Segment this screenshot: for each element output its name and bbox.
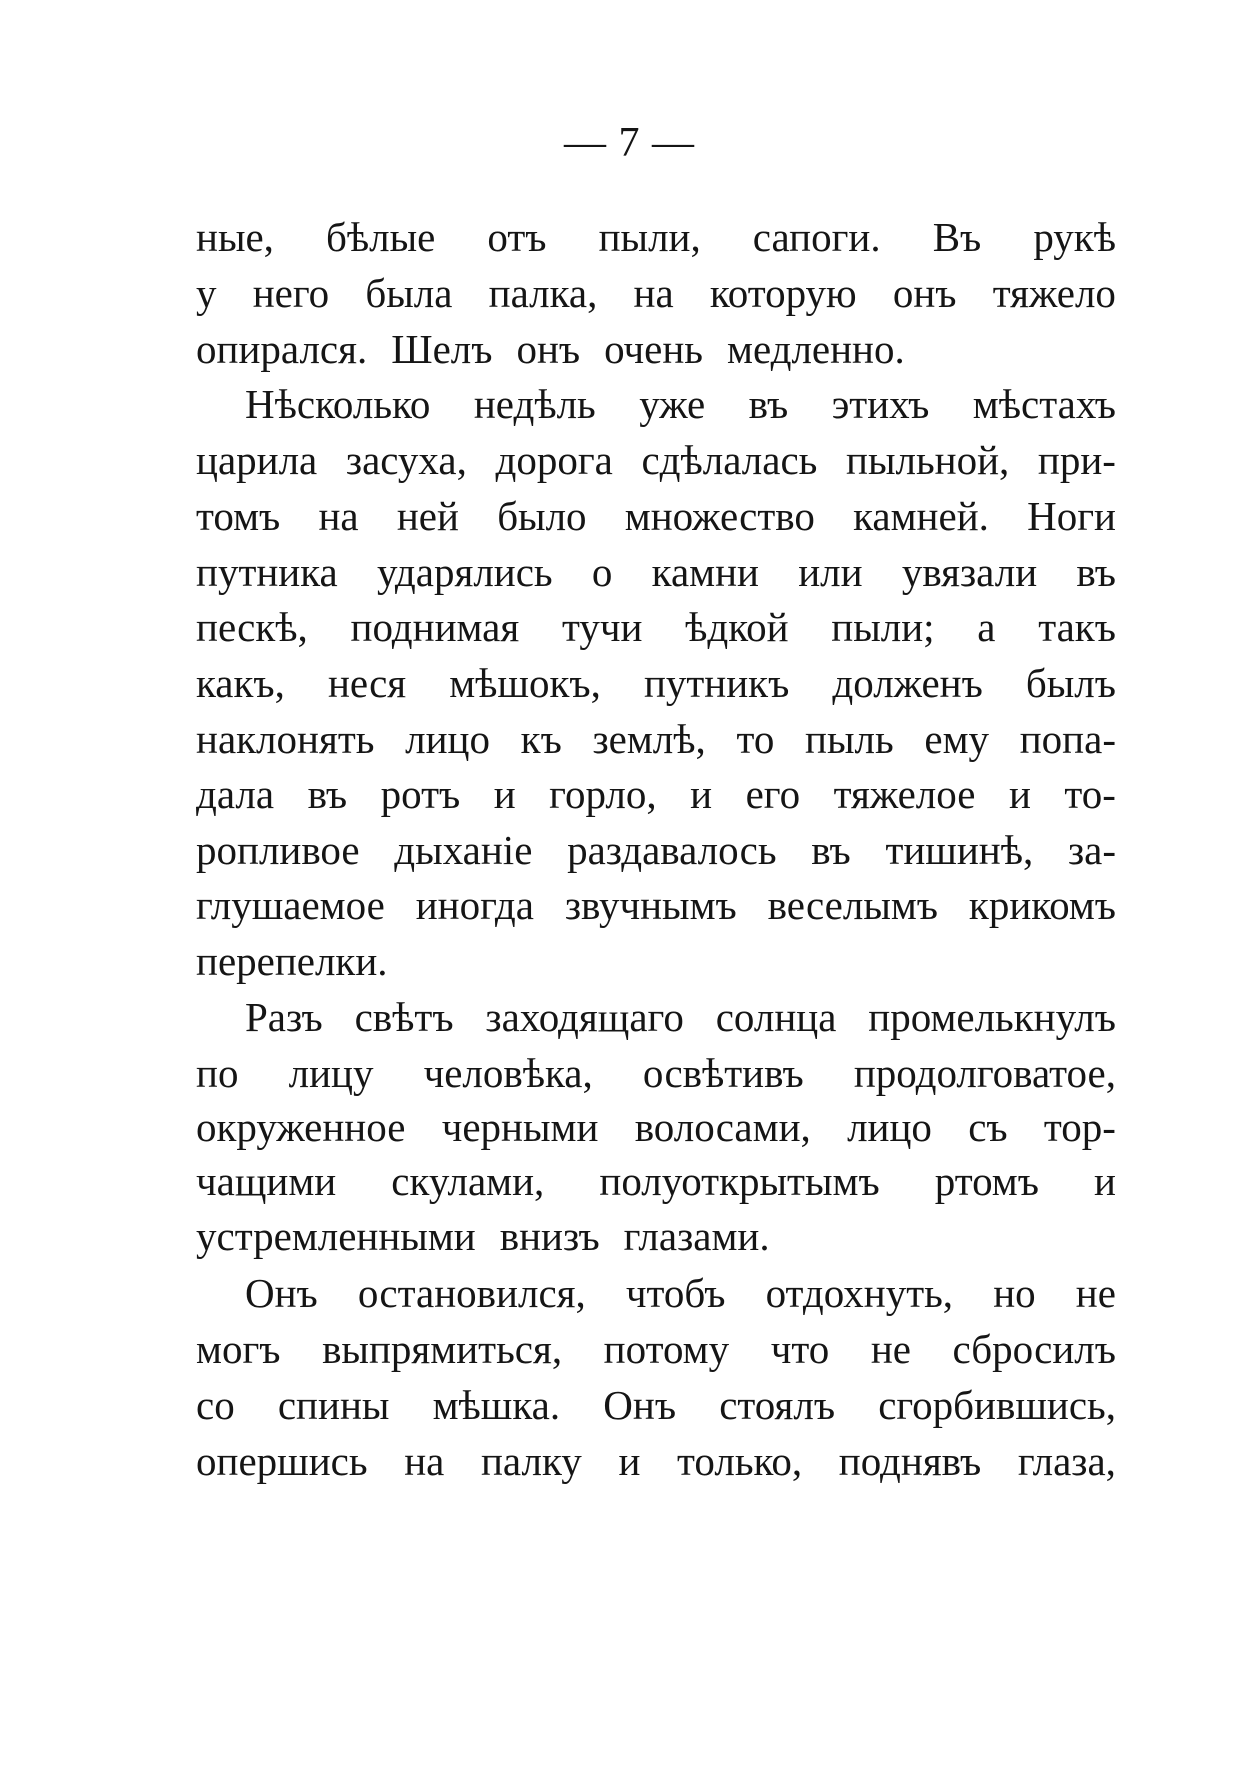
word: мѣшка. xyxy=(432,1382,561,1428)
word: сдѣлалась xyxy=(641,437,818,483)
word: палка, xyxy=(488,270,598,316)
text-line xyxy=(196,763,1116,825)
text-line xyxy=(245,373,1116,435)
word: у xyxy=(196,270,217,316)
text-line xyxy=(196,819,1116,881)
word: продолговатое, xyxy=(853,1050,1116,1096)
word: окруженное xyxy=(196,1104,406,1150)
word: или xyxy=(798,549,863,595)
word: иногда xyxy=(415,882,534,928)
word: пыли, xyxy=(598,214,701,260)
text-line xyxy=(196,1430,1116,1492)
text-line xyxy=(245,986,1116,1048)
word: что xyxy=(770,1326,830,1372)
word: томъ xyxy=(196,493,281,539)
word: дорога xyxy=(495,437,613,483)
word: попа- xyxy=(1019,716,1116,762)
word: о xyxy=(591,549,613,595)
word: лицо xyxy=(405,716,490,762)
word: потому xyxy=(603,1326,730,1372)
word: отъ xyxy=(487,214,547,260)
word: него xyxy=(252,270,330,316)
word: Нѣсколько xyxy=(245,381,431,427)
word: бѣлые xyxy=(326,214,436,260)
word: но xyxy=(993,1270,1036,1316)
text-line xyxy=(196,1042,1116,1104)
word: была xyxy=(365,270,453,316)
word: сгорбившись, xyxy=(878,1382,1116,1428)
text-line xyxy=(196,1096,1116,1158)
word: и xyxy=(1094,1158,1116,1204)
word: палку xyxy=(480,1438,582,1484)
text-line xyxy=(196,1318,1116,1380)
word: лицу xyxy=(288,1050,374,1096)
word: опершись xyxy=(196,1438,368,1484)
word: было xyxy=(497,493,587,539)
word: ѣдкой xyxy=(685,604,789,650)
word: и xyxy=(690,771,713,817)
word: пыльной, xyxy=(846,437,1010,483)
word: путника xyxy=(196,549,338,595)
word: увязали xyxy=(901,549,1038,595)
word: Разъ xyxy=(245,994,323,1040)
word: камни xyxy=(651,549,759,595)
word: онъ xyxy=(516,326,581,372)
word: ему xyxy=(924,716,990,762)
word: тяжелое xyxy=(833,771,976,817)
word: промелькнулъ xyxy=(868,994,1116,1040)
word: рукѣ xyxy=(1033,214,1116,260)
word: которую xyxy=(709,270,857,316)
word: такъ xyxy=(1038,604,1116,650)
word: пыль xyxy=(805,716,894,762)
word: и xyxy=(493,771,516,817)
word: онъ xyxy=(892,270,957,316)
word: по xyxy=(196,1050,239,1096)
word: внизъ xyxy=(499,1213,600,1259)
word: ропливое xyxy=(196,827,360,873)
page-number: — 7 — xyxy=(564,120,695,166)
word: скулами, xyxy=(391,1158,545,1204)
word: ней xyxy=(396,493,459,539)
word: наклонять xyxy=(196,716,375,762)
word: царила xyxy=(196,437,318,483)
word: стоялъ xyxy=(719,1382,836,1428)
word: поднимая xyxy=(350,604,520,650)
word: крикомъ xyxy=(968,882,1116,928)
word: недѣль xyxy=(473,381,596,427)
word: отдохнуть, xyxy=(765,1270,954,1316)
word: полуоткрытымъ xyxy=(599,1158,880,1204)
word: тишинѣ, xyxy=(885,827,1034,873)
text-line xyxy=(196,1374,1116,1436)
text-line xyxy=(196,596,1116,658)
word: устремленными xyxy=(196,1213,476,1259)
word: не xyxy=(870,1326,911,1372)
text-line xyxy=(196,652,1116,714)
word: освѣтивъ xyxy=(642,1050,804,1096)
word: тяжело xyxy=(992,270,1116,316)
word: и xyxy=(618,1438,641,1484)
word: Ноги xyxy=(1027,493,1116,539)
text-line xyxy=(196,930,1116,992)
text-line xyxy=(196,1150,1116,1212)
text-line xyxy=(196,1205,1116,1267)
word: опирался. xyxy=(196,326,368,372)
word: со xyxy=(196,1382,235,1428)
word: камней. xyxy=(853,493,989,539)
word: былъ xyxy=(1025,660,1116,706)
word: мѣстахъ xyxy=(972,381,1116,427)
word: глазами. xyxy=(623,1213,770,1259)
word: съ xyxy=(968,1104,1008,1150)
word: и xyxy=(1008,771,1031,817)
word: а xyxy=(977,604,996,650)
word: черными xyxy=(441,1104,599,1150)
word: при- xyxy=(1037,437,1116,483)
word: лицо xyxy=(847,1104,932,1150)
word: ротъ xyxy=(380,771,461,817)
word: къ xyxy=(520,716,562,762)
word: звучнымъ xyxy=(564,882,737,928)
word: за- xyxy=(1067,827,1116,873)
word: Шелъ xyxy=(391,326,493,372)
word: перепелки. xyxy=(196,938,388,984)
word: очень xyxy=(604,326,703,372)
word: остановился, xyxy=(357,1270,586,1316)
text-line xyxy=(196,318,1116,380)
word: волосами, xyxy=(634,1104,811,1150)
word: медленно. xyxy=(727,326,905,372)
word: спины xyxy=(277,1382,390,1428)
word: въ xyxy=(748,381,789,427)
word: путникъ xyxy=(643,660,790,706)
word: сапоги. xyxy=(752,214,881,260)
word: неся xyxy=(327,660,407,706)
text-line xyxy=(245,1262,1116,1324)
word: сбросилъ xyxy=(952,1326,1116,1372)
word: человѣка, xyxy=(423,1050,593,1096)
word: выпрямиться, xyxy=(322,1326,563,1372)
word: веселымъ xyxy=(767,882,939,928)
word: пыли; xyxy=(831,604,935,650)
word: чтобъ xyxy=(625,1270,726,1316)
text-line xyxy=(196,485,1116,547)
word: на xyxy=(633,270,674,316)
word: глушаемое xyxy=(196,882,385,928)
word: поднявъ xyxy=(838,1438,982,1484)
text-line xyxy=(196,429,1116,491)
word: въ xyxy=(811,827,851,873)
text-line xyxy=(196,262,1116,324)
word: горло, xyxy=(549,771,657,817)
word: глаза, xyxy=(1017,1438,1116,1484)
word: ртомъ xyxy=(934,1158,1039,1204)
word: свѣтъ xyxy=(354,994,454,1040)
word: на xyxy=(318,493,359,539)
text-line xyxy=(196,206,1116,268)
word: землѣ, xyxy=(592,716,706,762)
word: то- xyxy=(1064,771,1116,817)
word: то xyxy=(736,716,775,762)
word: долженъ xyxy=(832,660,983,706)
text-line xyxy=(196,874,1116,936)
word: въ xyxy=(1076,549,1116,595)
word: множество xyxy=(624,493,815,539)
word: его xyxy=(745,771,801,817)
word: уже xyxy=(639,381,706,427)
word: мѣшокъ, xyxy=(449,660,601,706)
word: пескѣ, xyxy=(196,604,308,650)
word: не xyxy=(1075,1270,1116,1316)
text-line xyxy=(196,708,1116,770)
word: только, xyxy=(677,1438,803,1484)
word: раздавалось xyxy=(567,827,777,873)
word: чащими xyxy=(196,1158,337,1204)
word: тучи xyxy=(561,604,643,650)
word: тор- xyxy=(1043,1104,1116,1150)
word: могъ xyxy=(196,1326,281,1372)
word: Въ xyxy=(932,214,982,260)
word: этихъ xyxy=(831,381,930,427)
word: въ xyxy=(307,771,348,817)
word: засуха, xyxy=(345,437,467,483)
word: заходящаго xyxy=(485,994,684,1040)
word: на xyxy=(404,1438,445,1484)
word: ударялись xyxy=(377,549,553,595)
word: Онъ xyxy=(245,1270,318,1316)
word: дала xyxy=(196,771,275,817)
word: какъ, xyxy=(196,660,285,706)
text-line xyxy=(196,541,1116,603)
word: дыханіе xyxy=(394,827,533,873)
word: Онъ xyxy=(603,1382,677,1428)
word: солнца xyxy=(715,994,837,1040)
word: ные, xyxy=(196,214,274,260)
